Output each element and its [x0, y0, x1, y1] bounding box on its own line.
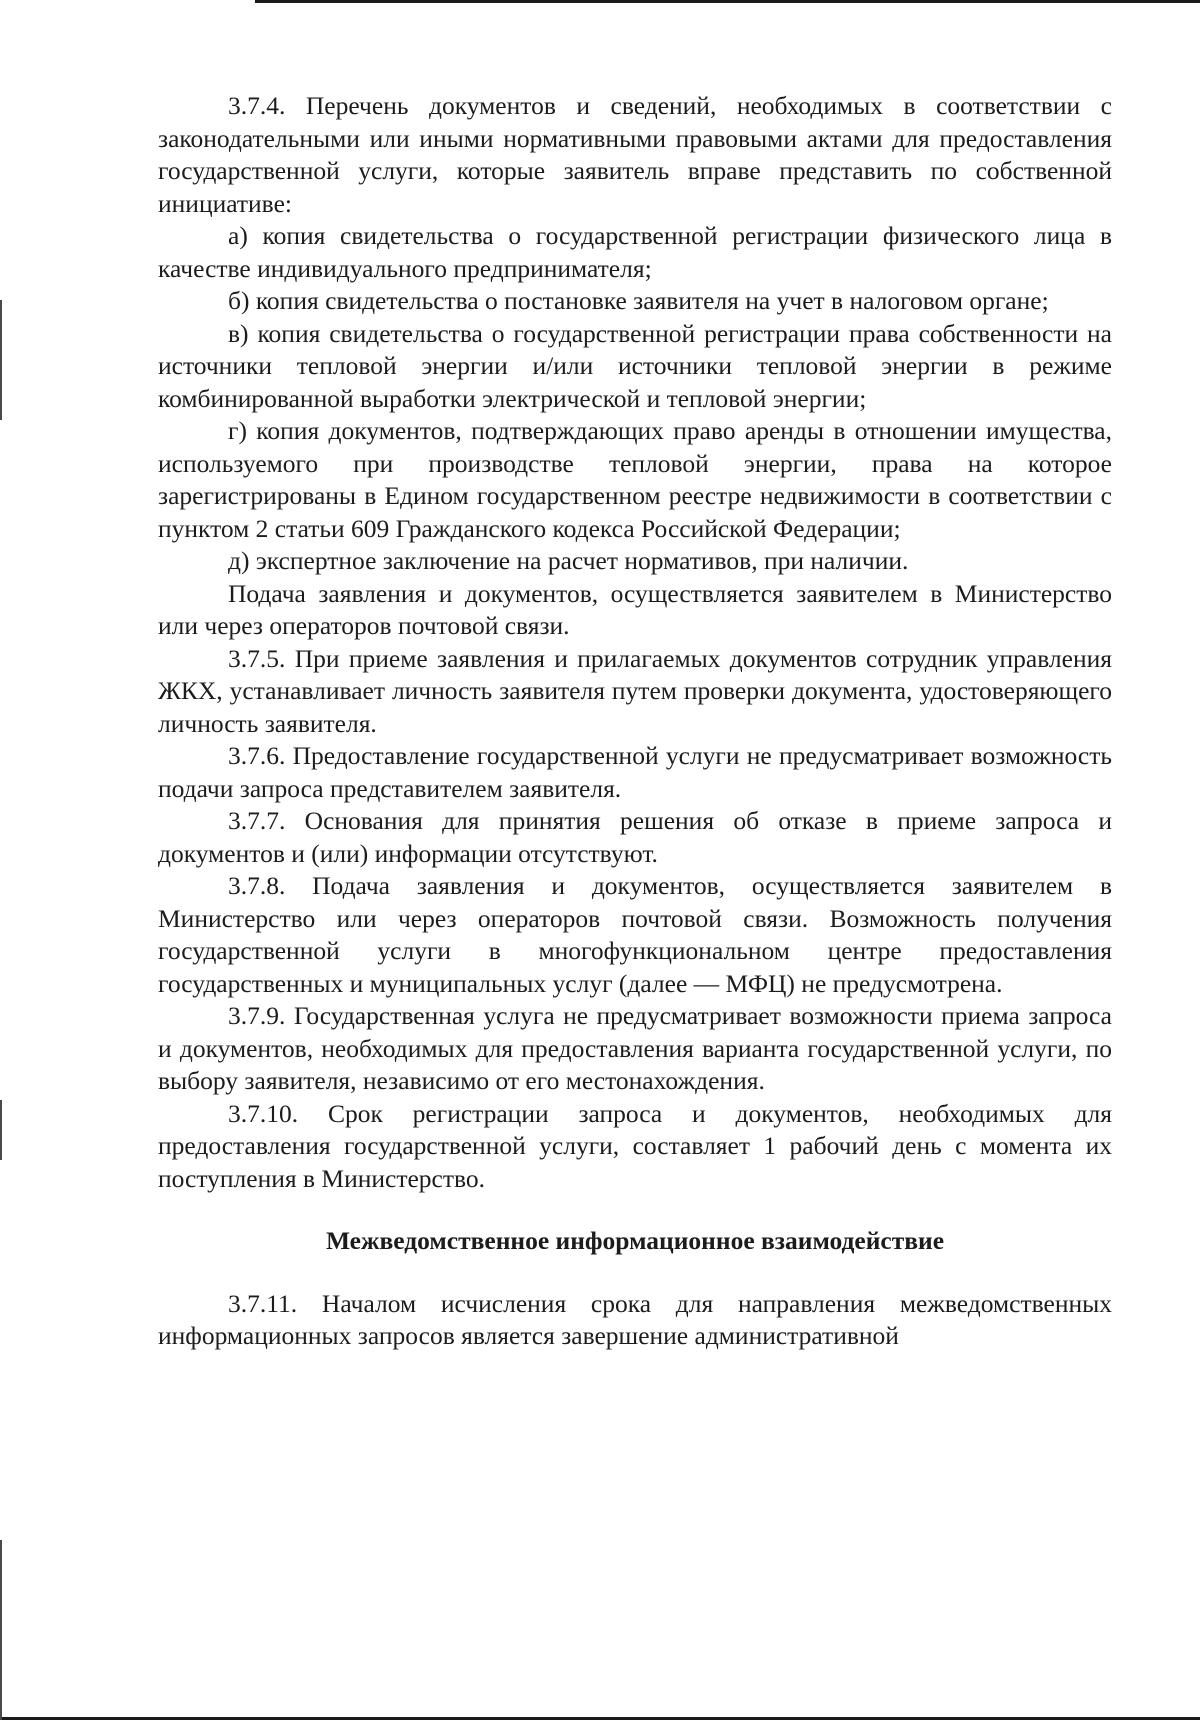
paragraph-3-7-9: 3.7.9. Государственная услуга не предусматривает возможности приема запроса и документов, необходимых для предоставления варианта государственной услуги, по выбору заявителя, независимо от его местонахождения. — [158, 1001, 1112, 1095]
paragraph-3-7-10: 3.7.10. Срок регистрации запроса и документов, необходимых для предоставления государственной услуги, составляет 1 рабочий день с момента их поступления в Министерство. — [158, 1098, 1112, 1193]
paragraph-submission: Подача заявления и документов, осуществляется заявителем в Министерство или через операторов почтовой связи. — [158, 578, 1112, 640]
scan-left-edge-mark — [0, 1540, 2, 1720]
paragraph-3-7-7: 3.7.7. Основания для принятия решения об отказе в приеме запроса и документов и (или) информации отсутствуют. — [158, 806, 1112, 868]
paragraph-3-7-5: 3.7.5. При приеме заявления и прилагаемых документов сотрудник управления ЖКХ, устанавливает личность заявителя путем проверки документа, удостоверяющего личность заявителя. — [158, 643, 1112, 738]
paragraph-item-g: г) копия документов, подтверждающих право аренды в отношении имущества, используемого при производстве тепловой энергии, права на которое зарегистрированы в Едином государственном реестре недвижимости в соответствии с пунктом 2 статьи 609 Гражданского кодекса Российской Федерации; — [158, 416, 1112, 543]
paragraph-item-v: в) копия свидетельства о государственной регистрации права собственности на источники тепловой энергии и/или источники тепловой энергии в режиме комбинированной выработки электрической и тепловой энергии; — [158, 318, 1112, 413]
document-page — [158, 90, 1112, 1353]
paragraph-item-b: б) копия свидетельства о постановке заявителя на учет в налоговом органе; — [228, 286, 1049, 315]
paragraph-3-7-6: 3.7.6. Предоставление государственной услуги не предусматривает возможность подачи запроса представителем заявителя. — [158, 741, 1112, 803]
paragraph-item-a: а) копия свидетельства о государственной регистрации физического лица в качестве индивидуального предпринимателя; — [158, 221, 1112, 283]
paragraph-3-7-4: 3.7.4. Перечень документов и сведений, необходимых в соответствии с законодательными или иными нормативными правовыми актами для предоставления государственной услуги, которые заявитель вправе представить по собственной инициативе: — [158, 91, 1112, 218]
paragraph-item-d: д) экспертное заключение на расчет нормативов, при наличии. — [228, 546, 909, 575]
scan-left-edge-mark — [0, 300, 2, 420]
scan-left-edge-mark — [0, 1100, 2, 1160]
section-heading: Межведомственное информационное взаимодействие — [325, 1226, 945, 1255]
paragraph-3-7-11: 3.7.11. Началом исчисления срока для направления межведомственных информационных запросов является завершение административной — [158, 1288, 1112, 1350]
paragraph-3-7-8: 3.7.8. Подача заявления и документов, осуществляется заявителем в Министерство или через операторов почтовой связи. Возможность получения государственной услуги в многофункциональном центре предоставления государственных и муниципальных услуг (далее — МФЦ) не предусмотрена. — [158, 871, 1112, 998]
scan-top-edge — [255, 0, 1200, 3]
